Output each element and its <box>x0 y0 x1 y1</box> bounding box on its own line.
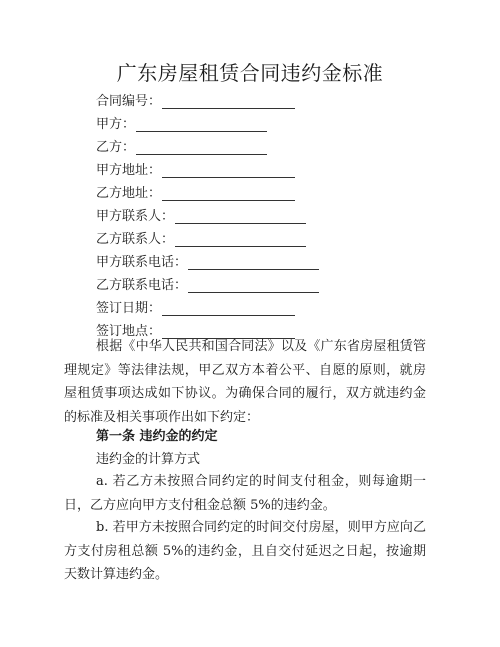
field-label: 乙方： <box>96 140 136 155</box>
blank-line <box>162 162 295 178</box>
field-label: 签订地点： <box>96 324 162 339</box>
calc-method-label: 违约金的计算方式 <box>96 452 201 467</box>
field-party-a-contact <box>96 206 306 228</box>
field-label: 甲方地址： <box>96 163 162 178</box>
field-contract-number <box>96 91 295 113</box>
field-party-a-phone <box>96 252 319 274</box>
field-signing-date <box>96 298 295 320</box>
clause-b: b. 若甲方未按照合同约定的时间交付房屋，则甲方应向乙方支付房租总额 5%的违约金，且自交付延迟之日起，按逾期天数计算违约金。 <box>64 520 426 582</box>
blank-line <box>188 254 319 270</box>
document-title: 广东房屋租赁合同违约金标准 <box>116 61 384 85</box>
blank-line <box>162 93 295 109</box>
field-label: 乙方地址： <box>96 186 162 201</box>
field-party-b-contact <box>96 229 306 251</box>
blank-line <box>175 231 306 247</box>
field-party-b-phone <box>96 275 319 297</box>
field-label: 乙方联系电话： <box>96 278 188 293</box>
field-party-b-address <box>96 183 295 205</box>
field-label: 合同编号： <box>96 94 162 109</box>
blank-line <box>162 185 295 201</box>
field-label: 甲方联系电话： <box>96 255 188 270</box>
blank-line <box>188 277 319 293</box>
field-party-a <box>96 114 267 136</box>
field-label: 签订日期： <box>96 301 162 316</box>
field-party-a-address <box>96 160 295 182</box>
field-label: 甲方联系人： <box>96 209 175 224</box>
clause-a: a. 若乙方未按照合同约定的时间支付租金，则每逾期一日，乙方应向甲方支付租金总额 5%的违约金。 <box>64 474 426 513</box>
blank-line <box>136 116 267 132</box>
article-1-heading: 第一条 违约金的约定 <box>96 429 218 444</box>
blank-line <box>175 208 306 224</box>
field-party-b <box>96 137 267 159</box>
field-label: 甲方： <box>96 117 136 132</box>
intro-paragraph: 根据《中华人民共和国合同法》以及《广东省房屋租赁管理规定》等法律法规，甲乙双方本着公平、自愿的原则，就房屋租赁事项达成如下协议。为确保合同的履行，双方就违约金的标准及相关事项作出如下约定： <box>64 339 426 425</box>
field-label: 乙方联系人： <box>96 232 175 247</box>
blank-line <box>162 300 295 316</box>
blank-line <box>136 139 267 155</box>
